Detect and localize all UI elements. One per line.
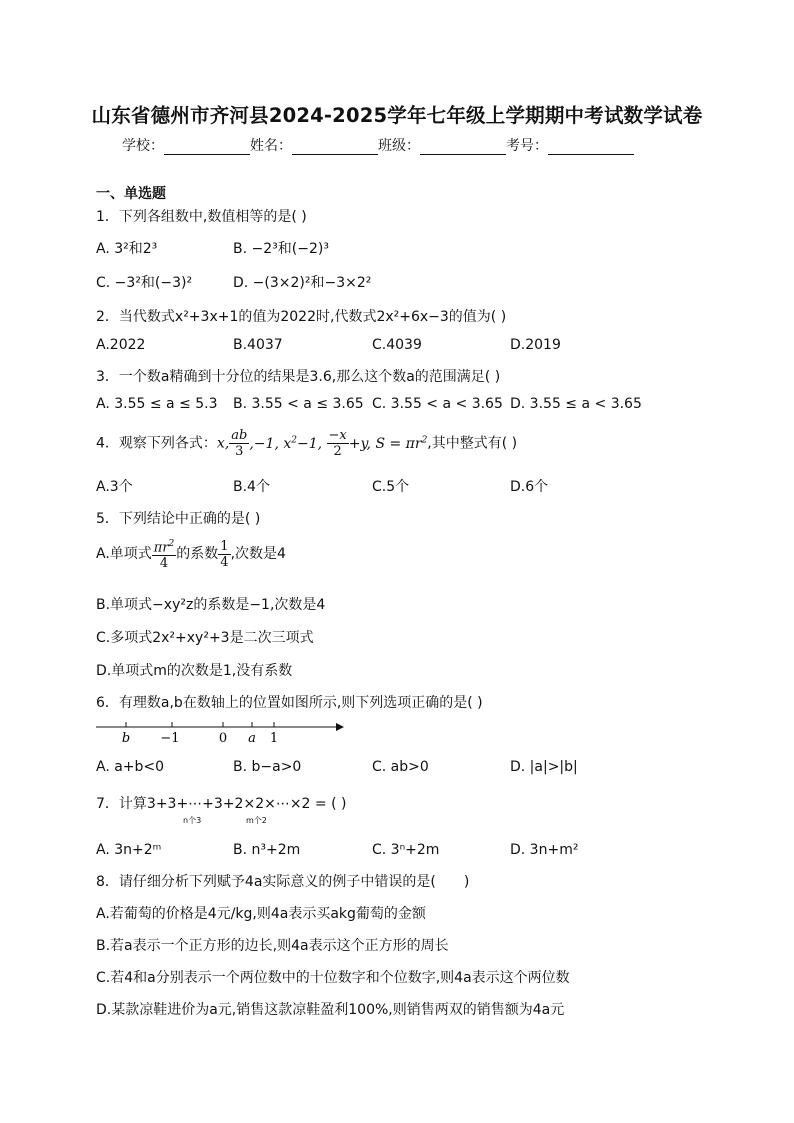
q7-stem: 7．计算3+3+⋯+3+2×2×⋯×2 = ( ) xyxy=(96,796,347,812)
q3-option-b[interactable]: B. 3.55 < a ≤ 3.65 xyxy=(233,396,364,412)
number-line-arrow xyxy=(336,723,344,731)
label-zero: 0 xyxy=(218,731,228,745)
q7-option-d[interactable]: D. 3n+m² xyxy=(510,842,579,858)
q3-option-d[interactable]: D. 3.55 ≤ a < 3.65 xyxy=(510,396,642,412)
q4-expr-1: x, xyxy=(216,435,230,452)
label-b: b xyxy=(121,731,131,745)
q4-fraction-x2: $\frac{-x}{2}$ xyxy=(328,428,347,460)
q8-stem: 8．请仔细分析下列赋予4a实际意义的例子中错误的是( ) xyxy=(96,874,470,890)
student-info-row xyxy=(122,135,634,155)
q4-option-c[interactable]: C.5个 xyxy=(372,479,410,495)
q2-option-b[interactable]: B.4037 xyxy=(233,337,283,353)
q4-stem xyxy=(96,425,517,459)
q4-option-d[interactable]: D.6个 xyxy=(510,479,549,495)
q8-option-a[interactable]: A.若葡萄的价格是4元/kg,则4a表示买akg葡萄的金额 xyxy=(96,906,426,922)
q6-option-c[interactable]: C. ab>0 xyxy=(372,759,429,775)
school-label: 学校： xyxy=(122,138,164,154)
q6-option-a[interactable]: A. a+b<0 xyxy=(96,759,165,775)
name-label: 姓名： xyxy=(250,138,292,154)
q8-option-b[interactable]: B.若a表示一个正方形的边长,则4a表示这个正方形的周长 xyxy=(96,938,449,954)
label-one: 1 xyxy=(269,731,279,745)
q5-stem: 5．下列结论中正确的是( ) xyxy=(96,511,261,527)
q5-fraction-pir2: $\frac{\pi r^2}{4}$ xyxy=(153,539,175,572)
q2-stem: 2．当代数式x²+3x+1的值为2022时,代数式2x²+6x−3的值为( ) xyxy=(96,309,507,325)
q7-underbrace-n: n个3 xyxy=(183,816,202,825)
q1-option-a[interactable]: A. 3²和2³ xyxy=(96,241,158,257)
q7-underbrace-m: m个2 xyxy=(246,816,267,825)
class-label: 班级： xyxy=(378,138,420,154)
q5-fraction-quarter: $\frac{1}{4}$ xyxy=(220,538,229,570)
school-blank[interactable] xyxy=(164,138,250,155)
q1-stem: 1．下列各组数中,数值相等的是( ) xyxy=(96,209,307,225)
q1-option-d[interactable]: D. −(3×2)²和−3×2² xyxy=(233,275,372,291)
q1-option-c[interactable]: C. −3²和(−3)² xyxy=(96,275,193,291)
q7-option-a[interactable]: A. 3n+2ᵐ xyxy=(96,842,162,858)
label-minus-one: −1 xyxy=(160,731,180,745)
q2-option-a[interactable]: A.2022 xyxy=(96,337,146,353)
q5-a-post: ,次数是4 xyxy=(230,546,286,563)
q4-expr-3: +y, $S = \pi r^2$ xyxy=(348,435,428,452)
q4-option-a[interactable]: A.3个 xyxy=(96,479,133,495)
q2-option-c[interactable]: C.4039 xyxy=(372,337,422,353)
q5-option-c[interactable]: C.多项式2x²+xy²+3是二次三项式 xyxy=(96,630,314,646)
q8-option-d[interactable]: D.某款凉鞋进价为a元,销售这款凉鞋盈利100%,则销售两双的销售额为4a元 xyxy=(96,1002,565,1018)
q5-a-mid: 的系数 xyxy=(176,546,219,563)
label-a: a xyxy=(248,731,256,745)
name-blank[interactable] xyxy=(292,138,378,155)
q5-option-b[interactable]: B.单项式−xy²z的系数是−1,次数是4 xyxy=(96,597,326,613)
q5-a-pre: A.单项式 xyxy=(96,546,152,563)
q5-option-d[interactable]: D.单项式m的次数是1,没有系数 xyxy=(96,663,293,679)
q3-option-c[interactable]: C. 3.55 < a < 3.65 xyxy=(372,396,503,412)
q4-expr-2: ,−1, $x^2-1$, xyxy=(249,435,327,452)
q4-fraction-ab3: $\frac{ab}{3}$ xyxy=(231,428,248,460)
q7-option-c[interactable]: C. 3ⁿ+2m xyxy=(372,842,440,858)
q6-stem: 6．有理数a,b在数轴上的位置如图所示,则下列选项正确的是( ) xyxy=(96,695,483,711)
q4-option-b[interactable]: B.4个 xyxy=(233,479,270,495)
q6-option-b[interactable]: B. b−a>0 xyxy=(233,759,302,775)
q3-stem: 3．一个数a精确到十分位的结果是3.6,那么这个数a的范围满足( ) xyxy=(96,369,501,385)
q8-option-c[interactable]: C.若4和a分别表示一个两位数中的十位数字和个位数字,则4a表示这个两位数 xyxy=(96,970,570,986)
q2-option-d[interactable]: D.2019 xyxy=(510,337,561,353)
q6-option-d[interactable]: D. |a|>|b| xyxy=(510,759,578,775)
q4-stem-pre: 4．观察下列各式： xyxy=(96,435,217,452)
q5-option-a[interactable] xyxy=(96,537,286,571)
section-heading: 一、单选题 xyxy=(96,186,166,202)
class-blank[interactable] xyxy=(420,138,506,155)
number-line-figure xyxy=(92,715,352,745)
number-label: 考号： xyxy=(506,138,548,154)
q3-option-a[interactable]: A. 3.55 ≤ a ≤ 5.3 xyxy=(96,396,218,412)
q7-option-b[interactable]: B. n³+2m xyxy=(233,842,301,858)
q4-stem-post: ,其中整式有( ) xyxy=(427,435,518,452)
page-title: 山东省德州市齐河县2024-2025学年七年级上学期期中考试数学试卷 xyxy=(91,104,703,127)
number-blank[interactable] xyxy=(548,138,634,155)
q1-option-b[interactable]: B. −2³和(−2)³ xyxy=(233,241,329,257)
